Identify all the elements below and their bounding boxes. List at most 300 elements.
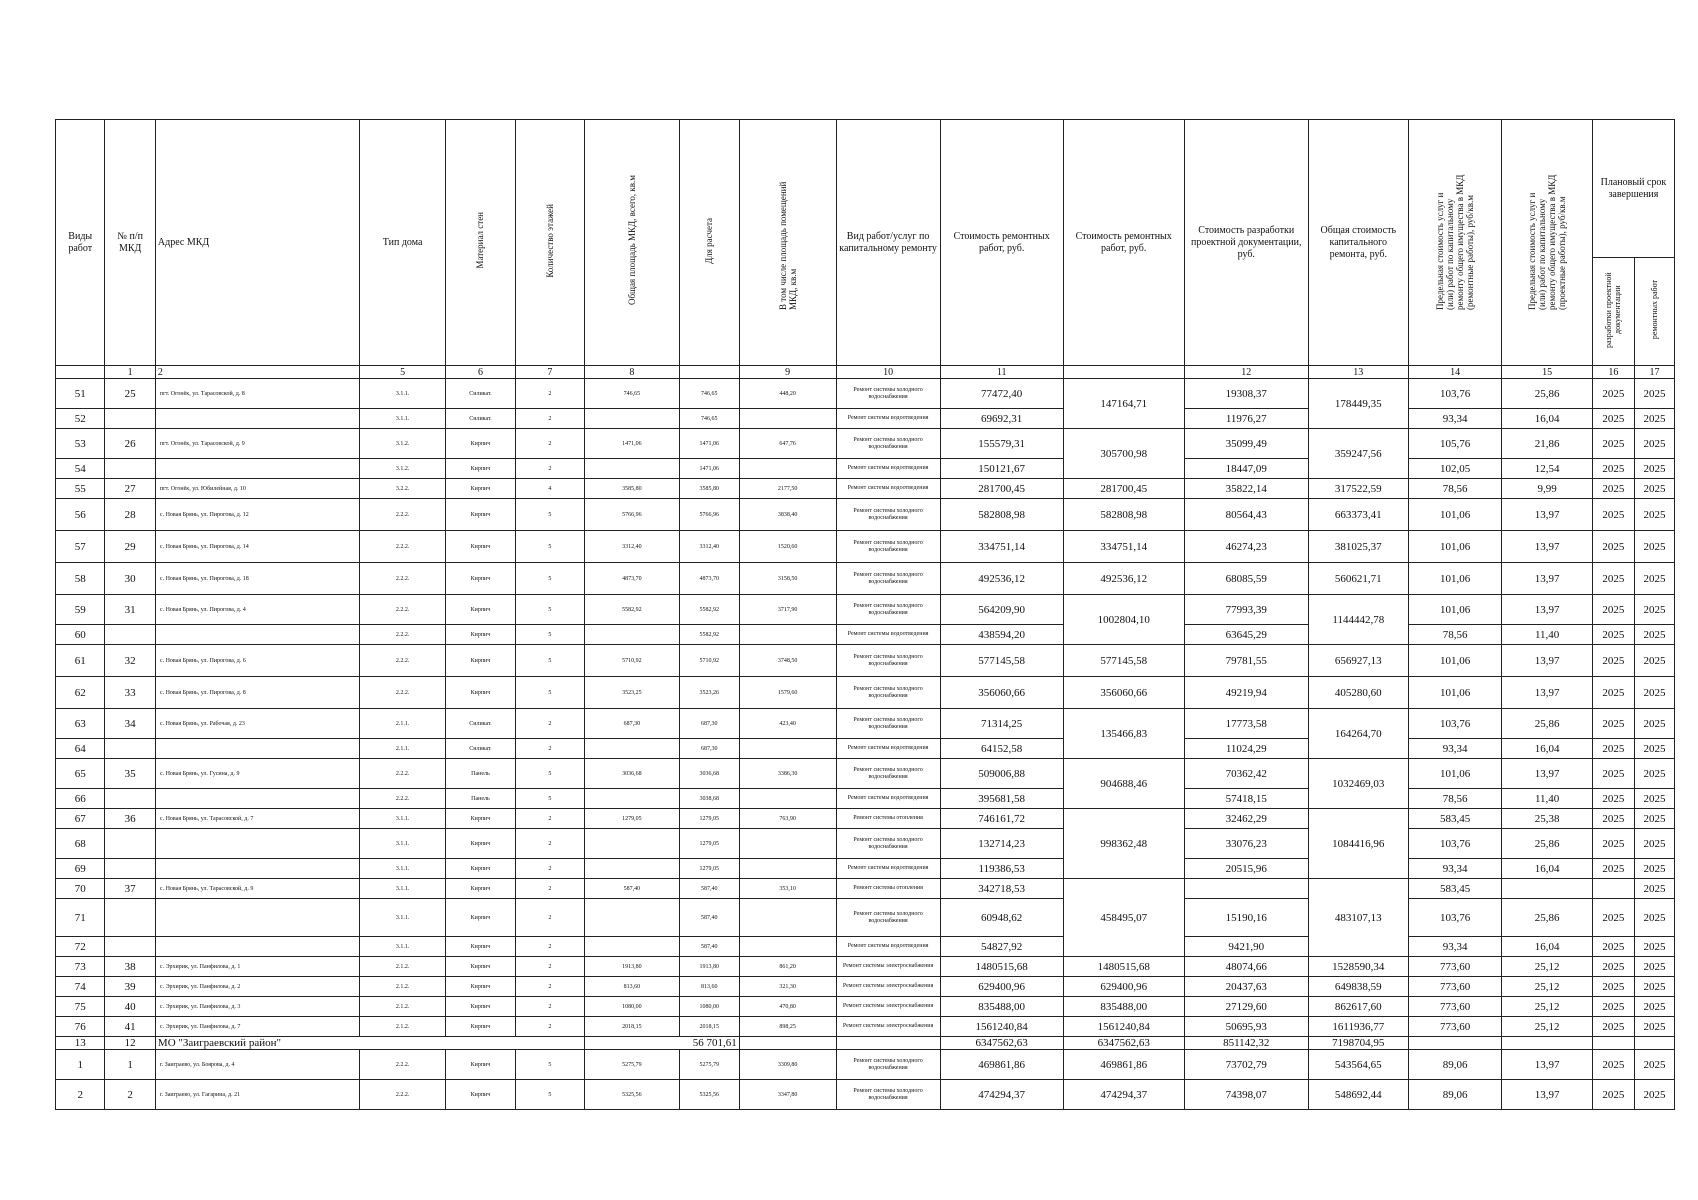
table-cell (155, 739, 359, 759)
table-cell (739, 899, 836, 937)
table-cell: 2.2.2. (360, 789, 446, 809)
table-cell: Кирпич (446, 937, 515, 957)
table-cell: 3309,80 (739, 1050, 836, 1080)
table-cell: 2.1.1. (360, 739, 446, 759)
table-cell: Кирпич (446, 677, 515, 709)
col-header-area (585, 120, 680, 366)
table-cell: 19308,37 (1184, 379, 1308, 409)
table-cell: 89,06 (1408, 1080, 1502, 1110)
table-cell: Ремонт системы электроснабжения (836, 997, 940, 1017)
table-cell: 93,34 (1408, 859, 1502, 879)
table-cell: 147164,71 (1063, 379, 1184, 429)
table-cell: 5325,56 (585, 1080, 680, 1110)
table-cell (105, 739, 155, 759)
table-cell: 2.2.2. (360, 563, 446, 595)
table-cell: 2.2.2. (360, 759, 446, 789)
table-cell (585, 409, 680, 429)
table-cell: 13,97 (1502, 531, 1592, 563)
table-cell: 773,60 (1408, 957, 1502, 977)
table-cell: Ремонт системы водоотведения (836, 739, 940, 759)
table-cell: 281700,45 (1063, 479, 1184, 499)
table-cell: 28 (105, 499, 155, 531)
table-cell (1408, 1037, 1502, 1050)
table-cell: 2025 (1634, 625, 1674, 645)
table-cell: 381025,37 (1308, 531, 1408, 563)
table-cell: с. Эрхирик, ул. Панфилова, д. 7 (155, 1017, 359, 1037)
table-cell: 305700,98 (1063, 429, 1184, 479)
table-cell: Кирпич (446, 563, 515, 595)
table-cell: 33076,23 (1184, 829, 1308, 859)
table-cell: 103,76 (1408, 899, 1502, 937)
table-cell: Ремонт системы водоотведения (836, 459, 940, 479)
table-cell: 2025 (1592, 1017, 1634, 1037)
table-cell: 2025 (1592, 937, 1634, 957)
col-header-pred1 (1408, 120, 1502, 366)
table-cell: 356060,66 (1063, 677, 1184, 709)
capital-repair-table-sheet (55, 119, 1675, 1110)
table-cell: 1480515,68 (1063, 957, 1184, 977)
table-cell: Кирпич (446, 1017, 515, 1037)
area-pom-label: В том числе площадь помещений МКД, кв.м (777, 181, 798, 310)
table-cell: 317522,59 (1308, 479, 1408, 499)
table-cell (585, 789, 680, 809)
table-cell: 438594,20 (940, 625, 1063, 645)
table-cell (1634, 1037, 1674, 1050)
table-cell: Силикат. (446, 379, 515, 409)
pred1-label: Предельная стоимость услуг и (или) работ по капитальному ремонту общего имущества в МКД (ремонтные работы), руб/кв.м (1435, 174, 1476, 310)
table-cell: 4 (515, 479, 584, 499)
table-cell: 3.1.1. (360, 879, 446, 899)
table-cell: Ремонт системы электроснабжения (836, 957, 940, 977)
table-cell: 1279,05 (679, 809, 739, 829)
table-cell: 41 (105, 1017, 155, 1037)
index-cell: 8 (585, 366, 680, 379)
table-cell: 56 701,61 (585, 1037, 740, 1050)
table-cell: 2025 (1592, 829, 1634, 859)
table-cell: Кирпич (446, 899, 515, 937)
table-cell: 898,25 (739, 1017, 836, 1037)
col-header-raschet (679, 120, 739, 366)
table-cell: 2 (515, 709, 584, 739)
table-cell (155, 937, 359, 957)
table-cell: Кирпич (446, 531, 515, 563)
repair-plan-table (55, 119, 1675, 1110)
table-cell: 835488,00 (940, 997, 1063, 1017)
table-cell: Силикат. (446, 709, 515, 739)
table-cell: Ремонт системы холодного водоснабжения (836, 595, 940, 625)
table-cell: 51 (56, 379, 105, 409)
table-cell (585, 625, 680, 645)
table-cell: 560621,71 (1308, 563, 1408, 595)
table-cell: 2025 (1634, 829, 1674, 859)
table-cell: 3.1.1. (360, 379, 446, 409)
table-cell (739, 739, 836, 759)
table-cell: 1279,05 (679, 829, 739, 859)
index-cell: 10 (836, 366, 940, 379)
table-cell: 25 (105, 379, 155, 409)
table-cell: 132714,23 (940, 829, 1063, 859)
table-cell: Силикат. (446, 739, 515, 759)
table-cell: 2025 (1592, 479, 1634, 499)
table-cell: Кирпич (446, 809, 515, 829)
table-cell (105, 859, 155, 879)
table-cell: 3585,80 (585, 479, 680, 499)
table-cell: 68085,59 (1184, 563, 1308, 595)
index-cell: 9 (739, 366, 836, 379)
table-row (56, 499, 1675, 531)
table-cell (105, 409, 155, 429)
table-cell: 77472,40 (940, 379, 1063, 409)
etazh-label: Количество этажей (544, 203, 555, 278)
table-cell: 38 (105, 957, 155, 977)
table-cell: 2025 (1634, 977, 1674, 997)
table-cell: 75 (56, 997, 105, 1017)
table-cell: 3.1.1. (360, 809, 446, 829)
table-cell: 1002804,10 (1063, 595, 1184, 645)
table-cell (739, 409, 836, 429)
table-cell: 54827,92 (940, 937, 1063, 957)
table-cell: 101,06 (1408, 677, 1502, 709)
table-cell: 904688,46 (1063, 759, 1184, 809)
table-cell: 2025 (1592, 595, 1634, 625)
column-index-row (56, 366, 1675, 379)
table-cell: 13,97 (1502, 499, 1592, 531)
table-cell: 2 (56, 1080, 105, 1110)
table-cell: 13,97 (1502, 1080, 1592, 1110)
table-cell: 102,05 (1408, 459, 1502, 479)
table-cell: 2025 (1592, 645, 1634, 677)
table-cell: 79781,55 (1184, 645, 1308, 677)
table-cell: 746,65 (679, 379, 739, 409)
table-cell: 687,30 (679, 709, 739, 739)
table-cell: 2.1.2. (360, 977, 446, 997)
table-cell: 60948,62 (940, 899, 1063, 937)
table-cell: 68 (56, 829, 105, 859)
table-cell: 395681,58 (940, 789, 1063, 809)
table-cell (739, 789, 836, 809)
table-cell: 35099,49 (1184, 429, 1308, 459)
table-cell: 1471,06 (679, 429, 739, 459)
table-cell: 101,06 (1408, 563, 1502, 595)
table-cell: 2 (515, 739, 584, 759)
table-cell: 2025 (1592, 563, 1634, 595)
table-cell: 2.2.2. (360, 1080, 446, 1110)
table-row (56, 759, 1675, 789)
table-cell: 3585,80 (679, 479, 739, 499)
table-row (56, 789, 1675, 809)
table-cell: 5766,96 (585, 499, 680, 531)
table-cell: 2025 (1634, 499, 1674, 531)
table-cell: 64152,58 (940, 739, 1063, 759)
table-cell: 492536,12 (1063, 563, 1184, 595)
table-cell: 13,97 (1502, 645, 1592, 677)
table-cell: 26 (105, 429, 155, 459)
table-cell: 39 (105, 977, 155, 997)
table-cell: 25,12 (1502, 977, 1592, 997)
table-cell: 25,12 (1502, 997, 1592, 1017)
table-cell: 3158,50 (739, 563, 836, 595)
table-cell (105, 829, 155, 859)
table-cell: 101,06 (1408, 595, 1502, 625)
table-cell (739, 1037, 836, 1050)
table-cell: 34 (105, 709, 155, 739)
table-cell: 5582,92 (679, 595, 739, 625)
table-cell: 851142,32 (1184, 1037, 1308, 1050)
index-cell: 2 (155, 366, 359, 379)
table-cell: 2.2.2. (360, 595, 446, 625)
table-cell: 4873,70 (679, 563, 739, 595)
table-cell: Кирпич (446, 997, 515, 1017)
table-cell: 2025 (1634, 645, 1674, 677)
table-cell: 17773,58 (1184, 709, 1308, 739)
table-cell: 67 (56, 809, 105, 829)
table-cell: 3838,40 (739, 499, 836, 531)
table-cell: 72 (56, 937, 105, 957)
table-cell: 3347,80 (739, 1080, 836, 1110)
table-cell: 998362,48 (1063, 809, 1184, 879)
table-cell: 342718,53 (940, 879, 1063, 899)
table-cell: 2.2.2. (360, 531, 446, 563)
table-cell: 3717,90 (739, 595, 836, 625)
table-cell: 582808,98 (1063, 499, 1184, 531)
table-cell: 2025 (1634, 563, 1674, 595)
table-cell: 25,38 (1502, 809, 1592, 829)
table-cell (585, 829, 680, 859)
table-cell: 155579,31 (940, 429, 1063, 459)
table-cell: 3523,26 (679, 677, 739, 709)
table-cell: 64 (56, 739, 105, 759)
table-cell: Ремонт системы водоотведения (836, 859, 940, 879)
table-cell: 27 (105, 479, 155, 499)
table-cell: 101,06 (1408, 759, 1502, 789)
table-cell: пгт. Огонёк, ул. Тарасовской, д. 9 (155, 429, 359, 459)
table-cell: 2025 (1634, 677, 1674, 709)
table-cell: 37 (105, 879, 155, 899)
table-cell: МО "Заиграевский район" (155, 1037, 584, 1050)
table-cell: Ремонт системы холодного водоснабжения (836, 709, 940, 739)
table-cell: Кирпич (446, 829, 515, 859)
table-cell: 405280,60 (1308, 677, 1408, 709)
table-cell: Кирпич (446, 957, 515, 977)
table-cell: 101,06 (1408, 645, 1502, 677)
table-cell: г. Заиграево, ул. Гагарина, д. 21 (155, 1080, 359, 1110)
table-cell: 2025 (1634, 1080, 1674, 1110)
table-cell: Ремонт системы водоотведения (836, 789, 940, 809)
table-cell (585, 899, 680, 937)
table-cell: 2 (515, 809, 584, 829)
table-cell: 2018,15 (585, 1017, 680, 1037)
table-cell: 11976,27 (1184, 409, 1308, 429)
table-cell: 71 (56, 899, 105, 937)
table-cell: 1 (105, 1050, 155, 1080)
table-cell (739, 859, 836, 879)
col-header-cost2: Стоимость ремонтных работ, руб. (1063, 120, 1184, 366)
table-row (56, 459, 1675, 479)
table-body (56, 379, 1675, 1110)
table-cell: 93,34 (1408, 409, 1502, 429)
table-cell: 54 (56, 459, 105, 479)
index-cell: 1 (105, 366, 155, 379)
table-cell (739, 625, 836, 645)
table-cell: 57418,15 (1184, 789, 1308, 809)
table-cell: 763,90 (739, 809, 836, 829)
table-row (56, 809, 1675, 829)
table-row (56, 563, 1675, 595)
table-cell: 356060,66 (940, 677, 1063, 709)
table-cell: 135466,83 (1063, 709, 1184, 759)
table-cell: 746161,72 (940, 809, 1063, 829)
table-cell: 33 (105, 677, 155, 709)
table-cell: 469861,86 (940, 1050, 1063, 1080)
table-cell: 469861,86 (1063, 1050, 1184, 1080)
table-cell: 2 (515, 459, 584, 479)
col-header-tip: Тип дома (360, 120, 446, 366)
table-cell: 76 (56, 1017, 105, 1037)
col-header-addr: Адрес МКД (155, 120, 359, 366)
table-cell: 63645,29 (1184, 625, 1308, 645)
table-cell: 2025 (1592, 759, 1634, 789)
table-row (56, 409, 1675, 429)
table-cell: 2 (515, 409, 584, 429)
table-cell: 1084416,96 (1308, 809, 1408, 879)
col-header-srok-rem (1634, 258, 1674, 366)
table-cell: 583,45 (1408, 879, 1502, 899)
table-cell: 2.1.1. (360, 709, 446, 739)
table-cell: с. Новая Брянь, ул. Рабочая, д. 23 (155, 709, 359, 739)
table-row (56, 937, 1675, 957)
table-cell: 9,99 (1502, 479, 1592, 499)
table-cell: 647,76 (739, 429, 836, 459)
table-cell: Ремонт системы холодного водоснабжения (836, 379, 940, 409)
table-cell: 25,86 (1502, 899, 1592, 937)
table-cell: 16,04 (1502, 859, 1592, 879)
table-cell: 31 (105, 595, 155, 625)
table-cell: 3.1.1. (360, 829, 446, 859)
table-cell: Ремонт системы холодного водоснабжения (836, 829, 940, 859)
table-cell: 101,06 (1408, 531, 1502, 563)
table-cell: 746,65 (585, 379, 680, 409)
table-cell (155, 899, 359, 937)
table-cell: 281700,45 (940, 479, 1063, 499)
table-cell: 78,56 (1408, 479, 1502, 499)
index-cell (56, 366, 105, 379)
subtotal-row (56, 1037, 1675, 1050)
table-cell: 32 (105, 645, 155, 677)
table-cell: 36 (105, 809, 155, 829)
table-cell: 77993,39 (1184, 595, 1308, 625)
table-cell: 1913,80 (679, 957, 739, 977)
table-cell: Ремонт системы холодного водоснабжения (836, 1080, 940, 1110)
table-cell: 2025 (1592, 409, 1634, 429)
table-cell (739, 459, 836, 479)
table-cell: 93,34 (1408, 739, 1502, 759)
table-cell (1502, 879, 1592, 899)
table-cell: 2025 (1634, 709, 1674, 739)
table-cell: 587,40 (585, 879, 680, 899)
table-cell: 773,60 (1408, 977, 1502, 997)
table-cell: 40 (105, 997, 155, 1017)
table-cell: 1 (56, 1050, 105, 1080)
table-cell: 11,40 (1502, 789, 1592, 809)
table-cell: 3386,30 (739, 759, 836, 789)
table-row (56, 997, 1675, 1017)
table-cell: Ремонт системы холодного водоснабжения (836, 677, 940, 709)
table-cell: 32462,29 (1184, 809, 1308, 829)
table-cell: 2025 (1634, 379, 1674, 409)
table-cell: 105,76 (1408, 429, 1502, 459)
table-cell (155, 459, 359, 479)
table-cell: 74 (56, 977, 105, 997)
table-cell: 492536,12 (940, 563, 1063, 595)
table-cell: 587,40 (679, 879, 739, 899)
table-cell: 1279,05 (585, 809, 680, 829)
table-cell: 2025 (1592, 1050, 1634, 1080)
index-cell: 16 (1592, 366, 1634, 379)
table-cell: 2 (105, 1080, 155, 1110)
table-cell: 3.1.1. (360, 899, 446, 937)
table-cell: 46274,23 (1184, 531, 1308, 563)
table-cell: 5 (515, 759, 584, 789)
index-cell: 17 (1634, 366, 1674, 379)
table-cell: пгт. Огонёк, ул. Тарасовской, д. 8 (155, 379, 359, 409)
table-cell: 773,60 (1408, 997, 1502, 1017)
table-row (56, 531, 1675, 563)
table-cell (155, 859, 359, 879)
table-cell: 2.2.2. (360, 677, 446, 709)
table-cell: 2025 (1592, 531, 1634, 563)
table-cell: 1561240,84 (940, 1017, 1063, 1037)
table-cell: 5 (515, 625, 584, 645)
table-cell (585, 937, 680, 957)
table-cell: 2025 (1634, 789, 1674, 809)
table-row (56, 1017, 1675, 1037)
table-cell: 2.2.2. (360, 625, 446, 645)
table-cell: 3.1.1. (360, 859, 446, 879)
table-cell: Кирпич (446, 625, 515, 645)
table-row (56, 1080, 1675, 1110)
table-cell: 2025 (1592, 789, 1634, 809)
table-cell: 2025 (1592, 459, 1634, 479)
table-cell: 3038,68 (679, 789, 739, 809)
table-cell: 2 (515, 1017, 584, 1037)
table-cell: 7198704,95 (1308, 1037, 1408, 1050)
table-cell: Ремонт системы холодного водоснабжения (836, 531, 940, 563)
table-cell: 1471,06 (585, 429, 680, 459)
table-cell: 3.1.2. (360, 459, 446, 479)
table-cell: 587,40 (679, 899, 739, 937)
col-header-srok: Плановый срок завершения (1592, 120, 1674, 258)
table-cell: 13,97 (1502, 563, 1592, 595)
table-cell: Ремонт системы электроснабжения (836, 1017, 940, 1037)
table-cell: Силикат. (446, 409, 515, 429)
table-cell: 353,10 (739, 879, 836, 899)
col-header-total: Общая стоимость капитального ремонта, руб. (1308, 120, 1408, 366)
table-cell: 59 (56, 595, 105, 625)
table-cell: 13,97 (1502, 595, 1592, 625)
col-header-srok-proj (1592, 258, 1634, 366)
table-cell: 13 (56, 1037, 105, 1050)
table-cell: с. Новая Брянь, ул. Пирогова, д. 14 (155, 531, 359, 563)
table-cell: 6347562,63 (940, 1037, 1063, 1050)
table-cell: 35822,14 (1184, 479, 1308, 499)
table-cell: 16,04 (1502, 409, 1592, 429)
table-cell: 5 (515, 1050, 584, 1080)
table-row (56, 1050, 1675, 1080)
table-cell: Кирпич (446, 879, 515, 899)
table-cell: 663373,41 (1308, 499, 1408, 531)
table-cell: 5710,92 (679, 645, 739, 677)
col-header-pred2 (1502, 120, 1592, 366)
